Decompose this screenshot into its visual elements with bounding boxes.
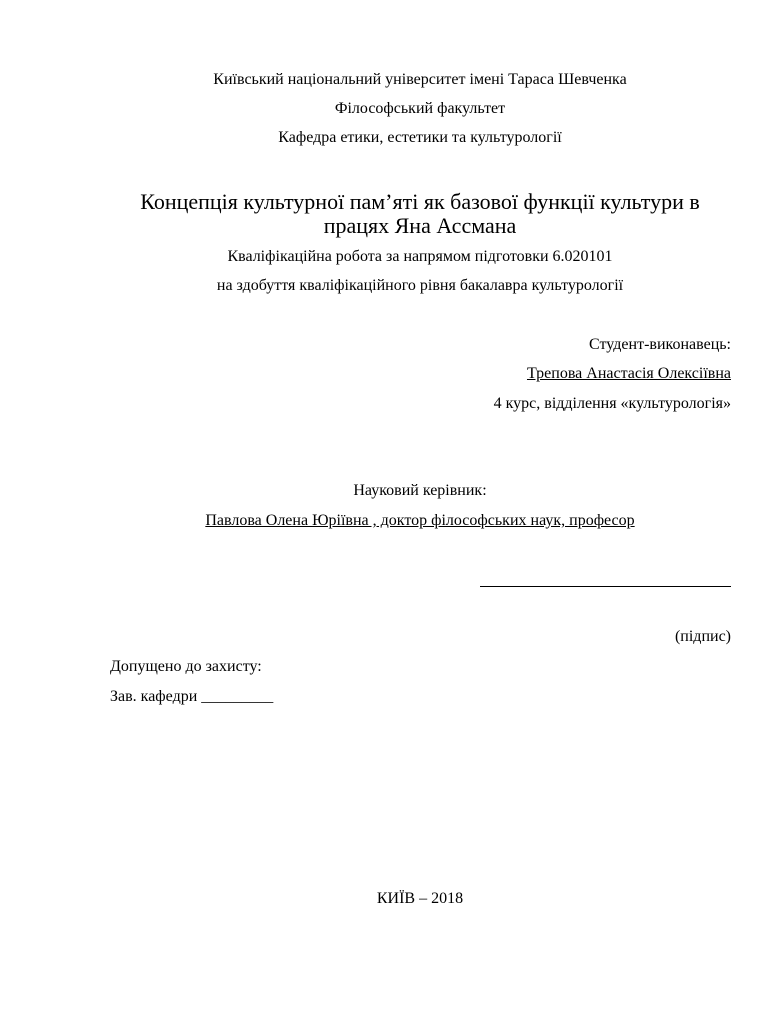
thesis-title-line-2: працях Яна Ассмана <box>323 213 517 238</box>
faculty-name: Філософський факультет <box>334 100 506 117</box>
supervisor-name: Павлова Олена Юріївна , доктор філософських наук, професор <box>205 512 635 529</box>
department-name: Кафедра етики, естетики та культурології <box>278 129 562 146</box>
student-course: 4 курс, відділення «культурологія» <box>493 395 731 412</box>
student-label: Студент-виконавець: <box>589 336 731 353</box>
signature-line <box>480 586 731 587</box>
city-year: КИЇВ – 2018 <box>376 890 464 907</box>
university-name: Київський національний університет імені Тараса Шевченка <box>213 71 627 88</box>
admission-label: Допущено до захисту: <box>110 658 262 675</box>
student-name: Трепова Анастасія Олексіївна <box>526 365 731 382</box>
subtitle-line-2: на здобуття кваліфікаційного рівня бакалавра культурології <box>216 277 624 294</box>
supervisor-label: Науковий керівник: <box>353 482 487 499</box>
department-head-line: Зав. кафедри _________ <box>110 688 274 705</box>
thesis-title-line-1: Концепція культурної пам’яті як базової функції культури в <box>140 189 700 214</box>
signature-caption: (підпис) <box>674 628 731 645</box>
subtitle-line-1: Кваліфікаційна робота за напрямом підготовки 6.020101 <box>227 248 613 265</box>
